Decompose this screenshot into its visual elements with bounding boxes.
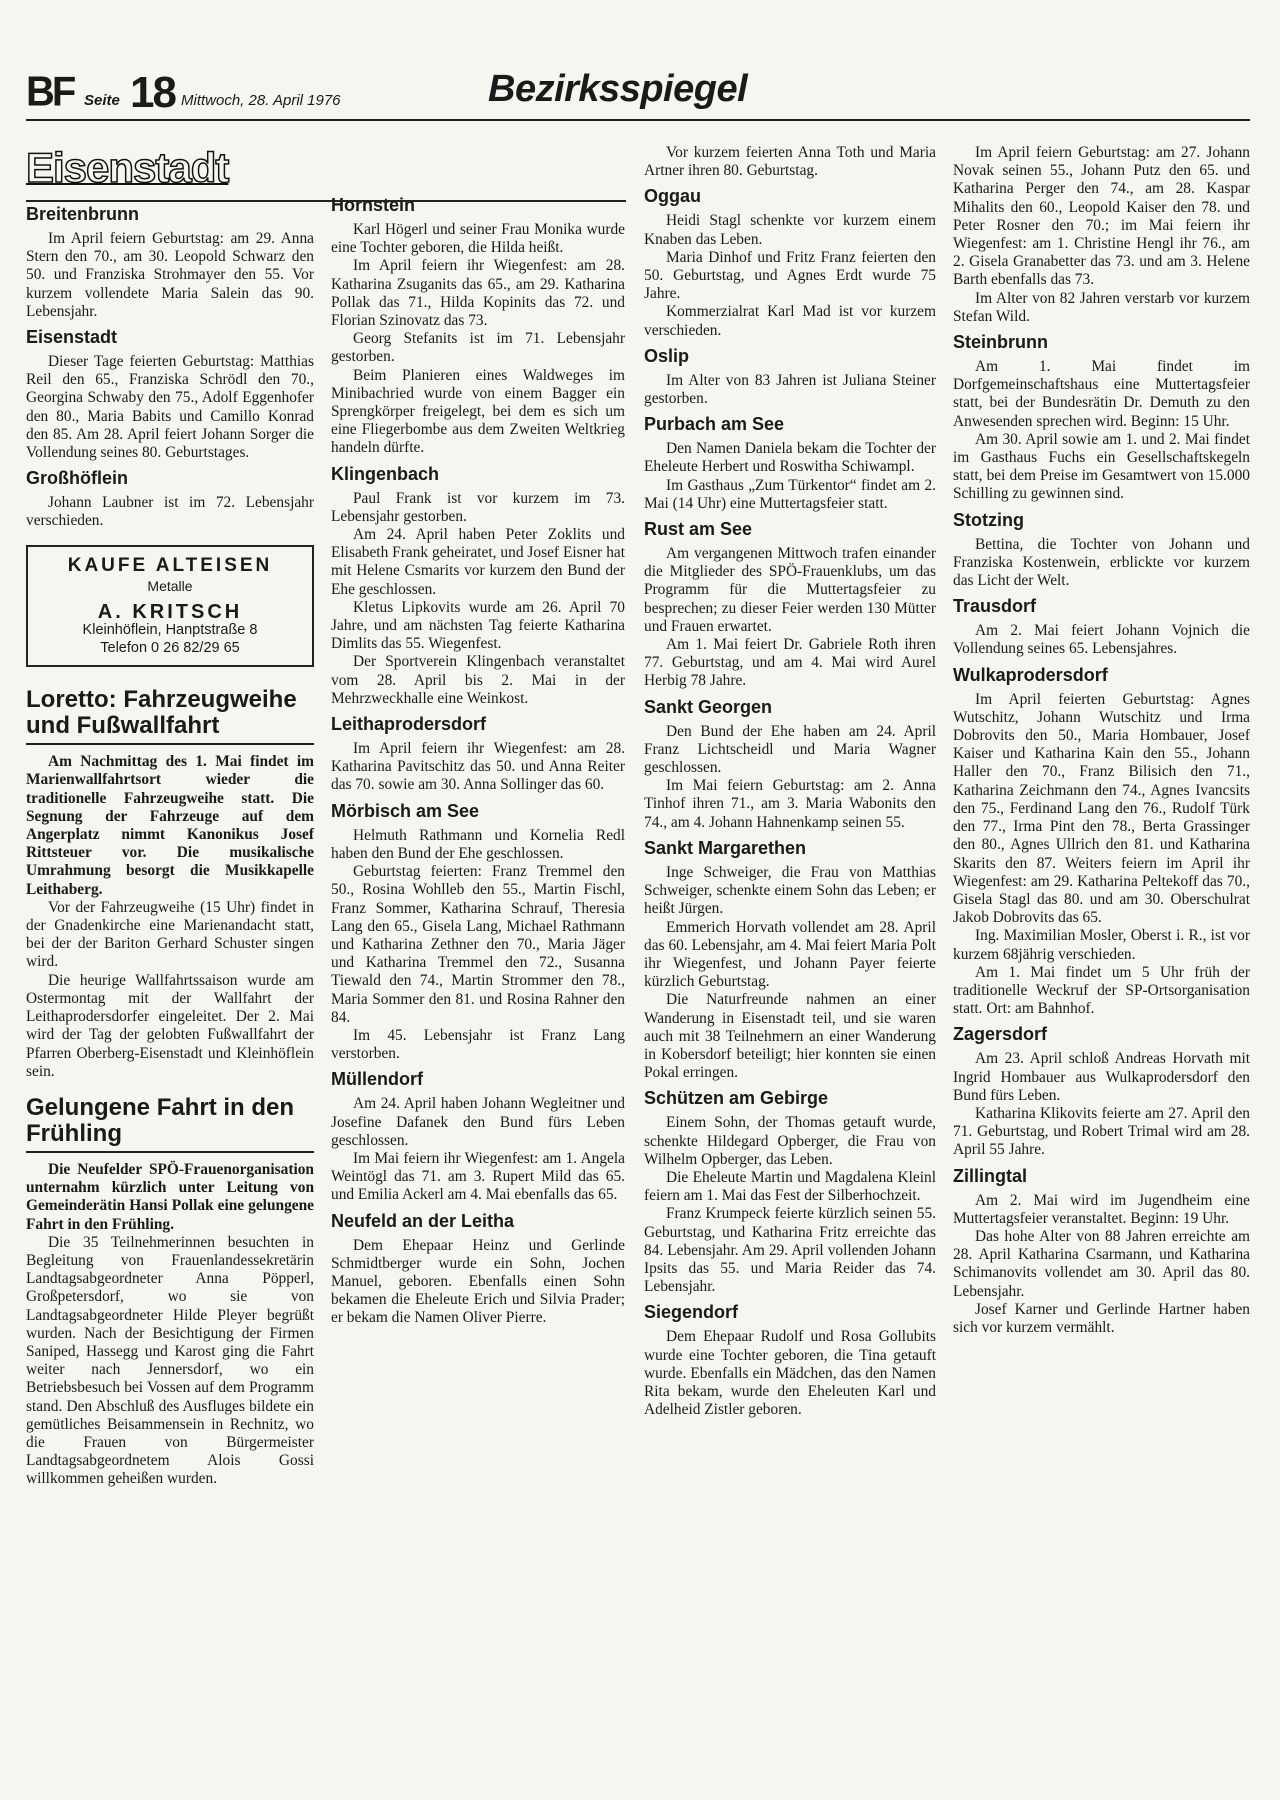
news-paragraph: Im April feiern ihr Wiegenfest: am 28. Katharina Pavitschitz das 50. und Anna Reiter das 70. sowie am 30. Anna Sollinger das 60. <box>331 740 625 794</box>
city-title-rule <box>26 200 626 202</box>
newspaper-page <box>26 64 1250 1764</box>
news-paragraph: Im Mai feiern ihr Wiegenfest: am 1. Angela Weintögl das 71. am 3. Rupert Mild das 65. und Emilia Ackerl am 4. Mai ebenfalls das 65. <box>331 1149 625 1204</box>
news-paragraph: Den Bund der Ehe haben am 24. April Franz Lichtscheidl und Maria Wagner geschlossen. <box>644 722 936 777</box>
headline-rule <box>26 743 314 745</box>
news-paragraph: Karl Högerl und seiner Frau Monika wurde eine Tochter geboren, die Hilda heißt. <box>331 221 625 257</box>
news-paragraph: Johann Laubner ist im 72. Lebensjahr verschieden. <box>26 494 314 530</box>
news-paragraph: Paul Frank ist vor kurzem im 73. Lebensjahr gestorben. <box>331 489 625 525</box>
news-paragraph: Am 1. Mai findet um 5 Uhr früh der traditionelle Weckruf der SP-Ortsorganisation statt. Ort: am Bahnhof. <box>953 963 1250 1018</box>
column-3 <box>644 144 936 1419</box>
news-paragraph: Vor kurzem feierten Anna Toth und Maria Artner ihren 80. Geburtstag. <box>644 144 936 180</box>
news-paragraph: Die Eheleute Martin und Magdalena Kleinl feiern am 1. Mai das Fest der Silberhochzeit. <box>644 1168 936 1205</box>
news-paragraph: Am 1. Mai feiert Dr. Gabriele Roth ihren 77. Geburtstag, und am 4. Mai wird Aurel Herbig 78 Jahre. <box>644 636 936 690</box>
section-title: Bezirksspiegel <box>488 68 748 110</box>
column-1 <box>26 144 314 1489</box>
news-paragraph: Am 2. Mai feiert Johann Vojnich die Vollendung seines 65. Lebensjahres. <box>953 622 1250 658</box>
news-paragraph: Im Alter von 83 Jahren ist Juliana Steiner gestorben. <box>644 371 936 408</box>
news-paragraph: Einem Sohn, der Thomas getauft wurde, schenkte Hildegard Opberger, die Frau von Wilhelm Opberger, das Leben. <box>644 1114 936 1168</box>
news-paragraph: Geburtstag feierten: Franz Tremmel den 50., Rosina Wohlleb den 55., Martin Fischl, Franz Sommer, Katharina Schrauf, Theresia Lang den 65., Gisela Lang, Michael Rathmann und Katharina Zethner den 70., Maria Jäger und Katharina Tremmel den 72., Susanna Tiewald den 74., Martin Strommer den 78., Maria Sommer den 81. und Rosina Rahner den 84. <box>331 863 625 1026</box>
place-heading: Neufeld an der Leitha <box>331 1210 515 1231</box>
news-paragraph: Die 35 Teilnehmerinnen besuchten in Begleitung von Frauenlandessekretärin Landtagsabgeordneter Anna Pöpperl, Großpetersdorf, wo sie von Landtagsabgeordneter Hilde Pleyer begrüßt wurden. Nach der Besichtigung der Firmen Saniped, Hassegg und Karost ging die Fahrt weiter nach Jennersdorf, wo ein Betriebsbesuch bei Vossen auf dem Programm stand. Den Abschluß des Ausfluges bildete ein gemütliches Beisammensein in Rechnitz, wo die Frauen von Bürgermeister Landtagsabgeordnetem Alois Gossi willkommen geheißen wurden. <box>26 1233 314 1488</box>
news-paragraph: Dieser Tage feierten Geburtstag: Matthias Reil den 65., Franziska Schrödl den 70., Georgina Schwaby den 75., Adolf Eggenhofer den 80., Maria Babits und Camillo Konrad den 85. Am 28. April feiert Johann Sorger die Vollendung seines 80. Geburtstages. <box>26 353 314 462</box>
news-paragraph: Heidi Stagl schenkte vor kurzem einem Knaben das Leben. <box>644 212 936 248</box>
news-paragraph: Beim Planieren eines Waldweges im Minibachried wurde von einem Bagger ein Sprengkörper freigelegt, bei dem es sich um eine Fliegerbombe aus dem Zweiten Weltkrieg handeln dürfte. <box>331 366 625 457</box>
headline-rule <box>26 1151 314 1153</box>
news-paragraph: Emmerich Horvath vollendet am 28. April das 60. Lebensjahr, am 4. Mai feiert Maria Polt ihr Wiegenfest, und Johann Payer feierte kürzlich Geburtstag. <box>644 918 936 991</box>
place-heading: Schützen am Gebirge <box>644 1088 829 1109</box>
news-paragraph: Georg Stefanits ist im 71. Lebensjahr gestorben. <box>331 330 625 366</box>
news-paragraph: Dem Ehepaar Heinz und Gerlinde Schmidtberger wurde ein Sohn, Jochen Manuel, geboren. Ebenfalls einen Sohn bekamen die Eheleute Erich und Silvia Prader; er bekam die Namen Oliver Pierre. <box>331 1236 625 1327</box>
article-fahrt <box>26 1095 314 1489</box>
news-paragraph: Inge Schweiger, die Frau von Matthias Schweiger, schenkte einem Sohn das Leben; er heißt Jürgen. <box>644 863 936 918</box>
place-heading: Leithaprodersdorf <box>331 714 487 735</box>
place-heading: Klingenbach <box>331 463 440 484</box>
place-heading: Steinbrunn <box>953 332 1048 353</box>
news-paragraph: Die heurige Wallfahrtssaison wurde am Ostermontag mit der Wallfahrt der Leithaprodersdorfer eingeleitet. Der 2. Mai wird der Tag der gelobten Fußwallfahrt der Pfarren Oberberg-Eisenstadt und Kleinhöflein sein. <box>26 971 314 1080</box>
news-paragraph: Franz Krumpeck feierte kürzlich seinen 55. Geburtstag, und Katharina Fritz erreichte das 84. Lebensjahr. Am 29. April vollenden Johann Ipsits das 55. und Maria Reider das 74. Lebensjahr. <box>644 1205 936 1296</box>
masthead <box>26 64 1250 124</box>
place-heading: Oslip <box>644 345 690 366</box>
place-heading: Trausdorf <box>953 596 1037 617</box>
news-paragraph: Das hohe Alter von 88 Jahren erreichte am 28. April Katharina Csarmann, und Katharina Schimanovits vollendet am 30. April das 80. Lebensjahr. <box>953 1227 1250 1300</box>
place-heading: Zagersdorf <box>953 1024 1048 1045</box>
news-paragraph: Dem Ehepaar Rudolf und Rosa Gollubits wurde eine Tochter geboren, die Tina getauft wurde. Ebenfalls ein Mädchen, das den Namen Rita bekam, wurde den Eheleuten Karl und Adelheid Zistler geboren. <box>644 1328 936 1419</box>
article-headline: Gelungene Fahrt in den Frühling <box>26 1093 295 1147</box>
news-paragraph: Im April feierten Geburtstag: Agnes Wutschitz, Johann Wutschitz und Irma Dobrovits den 50., Maria Hombauer, Josef Kaiser und Katharina Kain den 55., Johann Haller den 70., Franz Bilisich den 71., Katharina Zeichmann den 74., Agnes Ivancsits den 75., Ferdinand Lang den 76., Rudolf Türk den 77., Irma Pint den 78., Berta Grassinger den 80., Agnes Ullrich den 81. und Katharina Skarits den 87. Weiters feiern im April ihr Wiegenfest: am 29. Katharina Peltekoff das 70., Gisela Stagl das 80. und am 30. Oberschulrat Jakob Dobrovits das 65. <box>953 690 1250 927</box>
article-lead: Die Neufelder SPÖ-Frauenorganisation unternahm kürzlich unter Leitung von Gemeinderätin Hansi Pollak eine gelungene Fahrt in den Frühling. <box>26 1160 314 1233</box>
news-paragraph: Am 24. April haben Johann Wegleitner und Josefine Dafanek den Bund fürs Leben geschlossen. <box>331 1095 625 1149</box>
news-paragraph: Kommerzialrat Karl Mad ist vor kurzem verschieden. <box>644 303 936 339</box>
place-heading: Mörbisch am See <box>331 800 480 821</box>
place-heading: Zillingtal <box>953 1165 1027 1186</box>
news-paragraph: Josef Karner und Gerlinde Hartner haben sich vor kurzem vermählt. <box>953 1300 1250 1336</box>
place-heading: Siegendorf <box>644 1302 739 1323</box>
place-heading: Sankt Georgen <box>644 696 773 717</box>
advertisement-box <box>26 545 314 668</box>
place-heading: Rust am See <box>644 519 753 540</box>
ad-headline: KAUFE ALTEISEN <box>67 554 273 576</box>
news-paragraph: Vor der Fahrzeugweihe (15 Uhr) findet in der Gnadenkirche eine Marienandacht statt, bei der der Bariton Gerhard Schuster singen wird. <box>26 898 314 971</box>
ad-subline: Metalle <box>147 577 193 594</box>
news-paragraph: Am vergangenen Mittwoch trafen einander die Mitglieder des SPÖ-Frauenklubs, um das Programm für die Muttertagsfeier zu besprechen; zu dieser Feier werden 130 Mütter und Frauen erwartet. <box>644 545 936 635</box>
place-heading: Eisenstadt <box>26 327 118 348</box>
column-2 <box>331 189 625 1328</box>
place-heading: Hornstein <box>331 195 416 215</box>
news-paragraph: Am 1. Mai findet im Dorfgemeinschaftshaus eine Muttertagsfeier statt, bei der Bundesrätin Dr. Demuth zu den Anwesenden sprechen wird. Beginn: 15 Uhr. <box>953 358 1250 430</box>
place-heading: Breitenbrunn <box>26 204 140 224</box>
news-paragraph: Im Alter von 82 Jahren verstarb vor kurzem Stefan Wild. <box>953 289 1250 325</box>
news-paragraph: Am 23. April schloß Andreas Horvath mit Ingrid Hombauer aus Wulkaprodersdorf den Bund fürs Leben. <box>953 1050 1250 1104</box>
news-paragraph: Im April feiern Geburtstag: am 27. Johann Novak seinen 55., Johann Putz den 65. und Katharina Perger den 74., am 28. Kaspar Mihalits den 60., Leopold Kaiser den 78. und Peter Rosner den 70.; im Mai feiern ihr Wiegenfest: am 1. Christine Hengl ihr 76., am 2. Gisela Granabetter das 73. und am 3. Helene Barth ebenfalls das 73. <box>953 144 1250 289</box>
news-paragraph: Am 2. Mai wird im Jugendheim eine Muttertagsfeier veranstaltet. Beginn: 19 Uhr. <box>953 1191 1250 1227</box>
news-paragraph: Kletus Lipkovits wurde am 26. April 70 Jahre, und am nächsten Tag feierte Katharina Dimlits das 55. Wiegenfest. <box>331 598 625 653</box>
place-heading: Sankt Margarethen <box>644 837 807 858</box>
place-heading: Großhöflein <box>26 468 128 489</box>
news-paragraph: Bettina, die Tochter von Johann und Franziska Kostenwein, erblickte vor kurzem das Licht der Welt. <box>953 535 1250 590</box>
ad-phone: Telefon 0 26 82/29 65 <box>100 640 240 657</box>
place-heading: Stotzing <box>953 509 1024 530</box>
news-paragraph: Am 24. April haben Peter Zoklits und Elisabeth Frank geheiratet, und Josef Eisner hat mit Helene Csmarits vor kurzem den Bund der Ehe geschlossen. <box>331 526 625 598</box>
news-paragraph: Im April feiern Geburtstag: am 29. Anna Stern den 70., am 30. Leopold Schwarz den 50. und Franziska Strohmayer den 55. Vor kurzem vollendete Maria Salein das 90. Lebensjahr. <box>26 230 314 320</box>
ad-address: Kleinhöflein, Hanptstraße 8 <box>82 622 258 639</box>
issue-date: Mittwoch, 28. April 1976 <box>181 92 341 109</box>
news-paragraph: Katharina Klikovits feierte am 27. April den 71. Geburtstag, und Robert Trimal wird am 28. April 55 Jahre. <box>953 1104 1250 1159</box>
news-paragraph: Im April feiern ihr Wiegenfest: am 28. Katharina Zsuganits das 65., am 29. Katharina Pollak das 71., Hilda Kopinits das 72. und Florian Szinovatz das 73. <box>331 257 625 330</box>
news-paragraph: Ing. Maximilian Mosler, Oberst i. R., ist vor kurzem 68jährig verschieden. <box>953 927 1250 963</box>
news-paragraph: Helmuth Rathmann und Kornelia Redl haben den Bund der Ehe geschlossen. <box>331 826 625 862</box>
article-headline: Loretto: Fahrzeugweihe und Fußwallfahrt <box>26 686 297 740</box>
place-heading: Wulkaprodersdorf <box>953 664 1108 685</box>
page-label: Seite <box>84 92 120 109</box>
place-heading: Oggau <box>644 186 701 207</box>
city-title: Eisenstadt <box>26 144 229 191</box>
place-heading: Müllendorf <box>331 1069 423 1090</box>
news-paragraph: Den Namen Daniela bekam die Tochter der Eheleute Herbert und Roswitha Schiwampl. <box>644 440 936 476</box>
news-paragraph: Im Mai feiern Geburtstag: am 2. Anna Tinhof ihren 71., am 3. Maria Wabonits den 74., am 4. Johann Hahnenkamp seinen 55. <box>644 777 936 831</box>
place-heading: Purbach am See <box>644 414 785 435</box>
news-paragraph: Der Sportverein Klingenbach veranstaltet vom 28. April bis 2. Mai in der Mehrzweckhalle eine Weinkost. <box>331 653 625 707</box>
masthead-rule <box>26 119 1250 121</box>
paper-logo: BF <box>26 68 74 116</box>
column-4 <box>953 144 1250 1337</box>
news-paragraph: Im Gasthaus „Zum Türkentor“ findet am 2. Mai (14 Uhr) eine Muttertagsfeier statt. <box>644 476 936 512</box>
news-paragraph: Am 30. April sowie am 1. und 2. Mai findet im Gasthaus Fuchs ein Gesellschaftskegeln statt, bei dem Preise im Gesamtwert von 15.000 Schilling zu gewinnen sind. <box>953 430 1250 503</box>
article-loretto <box>26 687 314 1081</box>
ad-company: A. KRITSCH <box>97 601 243 624</box>
article-lead: Am Nachmittag des 1. Mai findet im Marienwallfahrtsort wieder die traditionelle Fahrzeugweihe statt. Die Segnung der Fahrzeuge auf dem Angerplatz nimmt Kanonikus Josef Rittsteuer vor. Die musikalische Umrahmung besorgt die Musikkapelle Leithaberg. <box>26 753 314 898</box>
page-number: 18 <box>130 68 175 117</box>
news-paragraph: Maria Dinhof und Fritz Franz feierten den 50. Geburtstag, und Agnes Erdt wurde 75 Jahre. <box>644 248 936 303</box>
news-paragraph: Im 45. Lebensjahr ist Franz Lang verstorben. <box>331 1026 625 1063</box>
news-paragraph: Die Naturfreunde nahmen an einer Wanderung in Eisenstadt teil, und sie waren auch mit 38 Teilnehmern an einer Wanderung in Kobersdorf beteiligt; hier konnten sie einen Pokal erringen. <box>644 991 936 1082</box>
